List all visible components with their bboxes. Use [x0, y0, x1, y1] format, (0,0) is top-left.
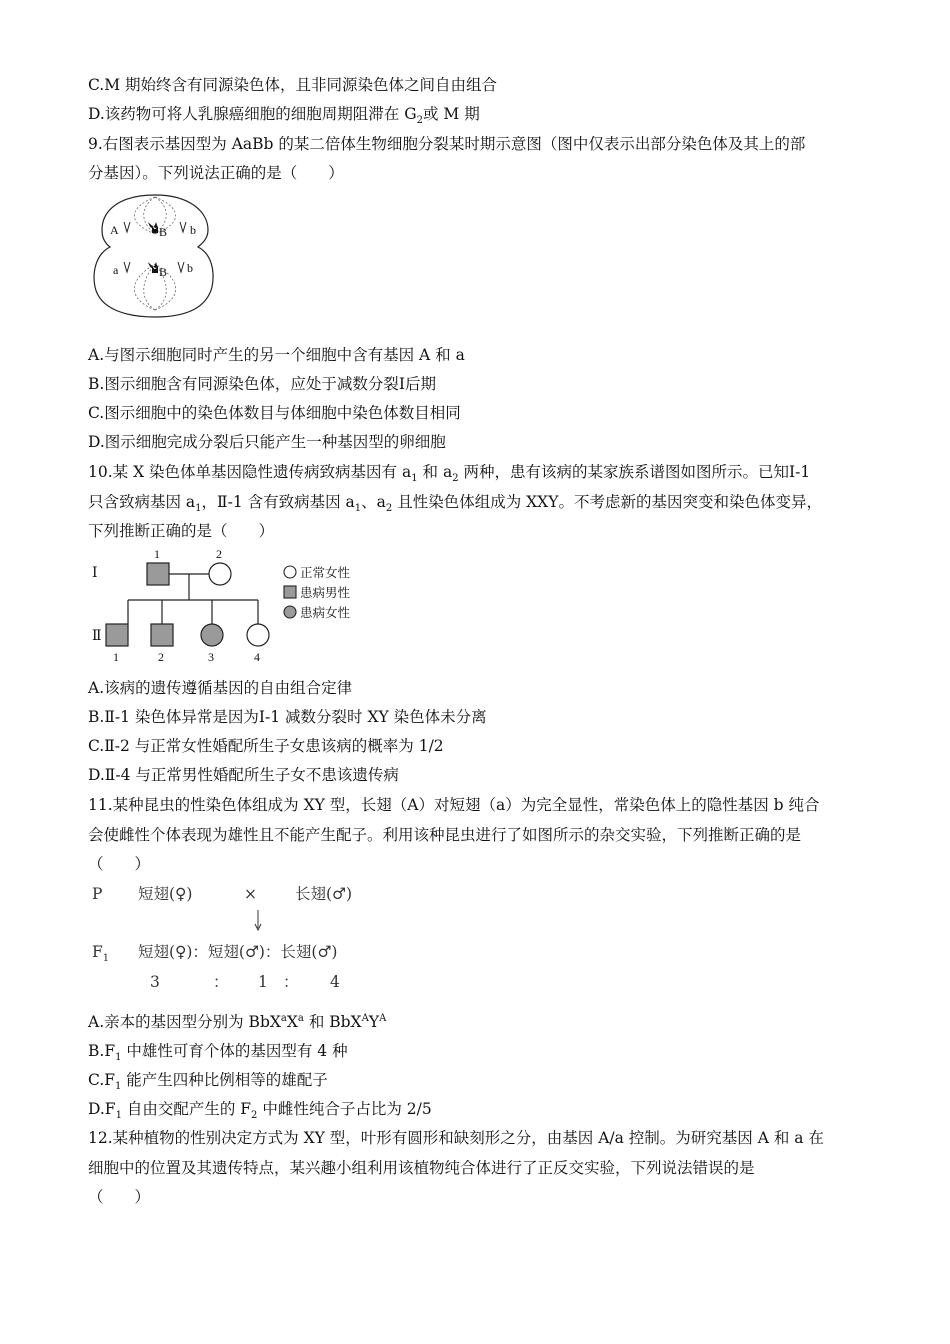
cross-p-male: 长翅(♂)	[295, 885, 352, 903]
gene-b-lower-label: b	[187, 261, 193, 275]
ratio-colon-1: ：	[213, 973, 229, 991]
question-9-option-d[interactable]: D.图示细胞完成分裂后只能产生一种基因型的卵细胞	[88, 433, 446, 451]
individual-I-1	[147, 563, 169, 585]
question-9-stem: 9.右图表示基因型为 AaBb 的某二倍体生物细胞分裂某时期示意图（图中仅表示出部分染色体及其上的部	[88, 135, 806, 153]
gene-b-upper-label: b	[190, 223, 196, 237]
question-9-stem-cont: 分基因）。下列说法正确的是（ ）	[88, 164, 344, 182]
gene-A-label: A	[110, 223, 119, 237]
question-12-stem-cont: 细胞中的位置及其遗传特点，某兴趣小组利用该植物纯合体进行了正反交实验，下列说法错误的是	[88, 1159, 755, 1177]
question-10-option-a[interactable]: A.该病的遗传遵循基因的自由组合定律	[88, 679, 353, 697]
generation-2-label: Ⅱ	[92, 629, 102, 644]
svg-text:1: 1	[154, 547, 160, 561]
question-11-option-b[interactable]: $B.F_1$ 中雄性可育个体的基因型有 4 种	[88, 1042, 348, 1064]
svg-text:3: 3	[208, 650, 214, 664]
individual-II-3	[201, 624, 223, 646]
cross-f1-row: 短翅(♀)：短翅(♂)：长翅(♂)	[138, 943, 338, 961]
svg-text:1: 1	[113, 650, 119, 664]
question-9-option-c[interactable]: C.图示细胞中的染色体数目与体细胞中染色体数目相同	[88, 404, 461, 422]
legend-affected-male-icon	[284, 586, 296, 598]
option-c-prev: C.M 期始终含有同源染色体，且非同源染色体之间自由组合	[88, 76, 498, 94]
svg-text:2: 2	[216, 547, 222, 561]
question-11-option-c[interactable]: $C.F_1$ 能产生四种比例相等的雄配子	[88, 1071, 328, 1093]
ratio-3: 3	[150, 973, 160, 991]
svg-text:患病男性: 患病男性	[300, 586, 351, 600]
question-10-option-b[interactable]: B.Ⅱ-1 染色体异常是因为Ⅰ-1 减数分裂时 XY 染色体未分离	[88, 708, 487, 726]
question-11-stem: 11.某种昆虫的性染色体组成为 XY 型，长翅（A）对短翅（a）为完全显性，常染色体上的隐性基因 b 纯合	[88, 796, 820, 814]
question-9-option-b[interactable]: B.图示细胞含有同源染色体，应处于减数分裂Ⅰ后期	[88, 375, 436, 393]
cross-arrow	[253, 910, 263, 932]
pedigree-chart	[88, 545, 368, 667]
question-10-stem-cont: 只含致病基因 $a_1$，Ⅱ-1 含有致病基因 $a_1$、$a_2$ 且性染色体组成为 XXY。不考虑新的基因突变和染色体变异，	[88, 493, 822, 515]
cross-p-female: 短翅(♀)	[138, 885, 193, 903]
cross-p-label: P	[92, 885, 103, 903]
question-10-option-d[interactable]: D.Ⅱ-4 与正常男性婚配所生子女不患该遗传病	[88, 766, 399, 784]
option-d-prev: D.该药物可将人乳腺癌细胞的细胞周期阻滞在 $G_2$或 M 期	[88, 105, 480, 127]
ratio-colon-2: ：	[283, 973, 299, 991]
individual-I-2	[209, 563, 231, 585]
question-10-stem: 10.某 X 染色体单基因隐性遗传病致病基因有 $a_1$ 和 $a_2$ 两种，患有该病的某家族系谱图如图所示。已知Ⅰ-1	[88, 463, 811, 485]
gene-B-upper-label: B	[159, 225, 168, 239]
individual-II-4	[247, 624, 269, 646]
question-12-stem-end: （ ）	[88, 1188, 151, 1206]
question-11-option-d[interactable]: $D.F_1$ 自由交配产生的 $F_2$ 中雌性纯合子占比为 2/5	[88, 1100, 432, 1122]
gene-a-label: a	[113, 263, 119, 277]
question-9-option-a[interactable]: A.与图示细胞同时产生的另一个细胞中含有基因 A 和 a	[88, 346, 465, 364]
individual-II-1	[106, 624, 128, 646]
cross-times: ×	[244, 885, 257, 903]
question-12-stem: 12.某种植物的性别决定方式为 XY 型，叶形有圆形和缺刻形之分，由基因 A/a 控制。为研究基因 A 和 a 在	[88, 1129, 824, 1147]
cross-f1-label: $F_1$	[92, 943, 110, 965]
svg-text:2: 2	[158, 650, 164, 664]
question-11-stem-end: （ ）	[88, 855, 151, 873]
svg-text:患病女性: 患病女性	[300, 606, 351, 620]
ratio-4: 4	[330, 973, 340, 991]
legend-normal-female-icon	[284, 566, 296, 578]
svg-text:4: 4	[254, 650, 260, 664]
question-11-option-a[interactable]: A.亲本的基因型分别为 $BbX^aX^a$ 和 $BbX^AY^A$	[88, 1012, 387, 1031]
gene-B-lower-label: B	[159, 265, 168, 279]
cell-division-figure	[90, 192, 220, 322]
generation-1-label: Ⅰ	[92, 566, 98, 581]
svg-text:正常女性: 正常女性	[300, 566, 351, 580]
question-10-stem-end: 下列推断正确的是（ ）	[88, 522, 275, 540]
question-10-option-c[interactable]: C.Ⅱ-2 与正常女性婚配所生子女患该病的概率为 1/2	[88, 737, 444, 755]
legend-affected-female-icon	[284, 606, 296, 618]
ratio-1: 1	[258, 973, 268, 991]
individual-II-2	[151, 624, 173, 646]
question-11-stem-cont: 会使雌性个体表现为雄性且不能产生配子。利用该种昆虫进行了如图所示的杂交实验，下列推断正确的是	[88, 826, 802, 844]
